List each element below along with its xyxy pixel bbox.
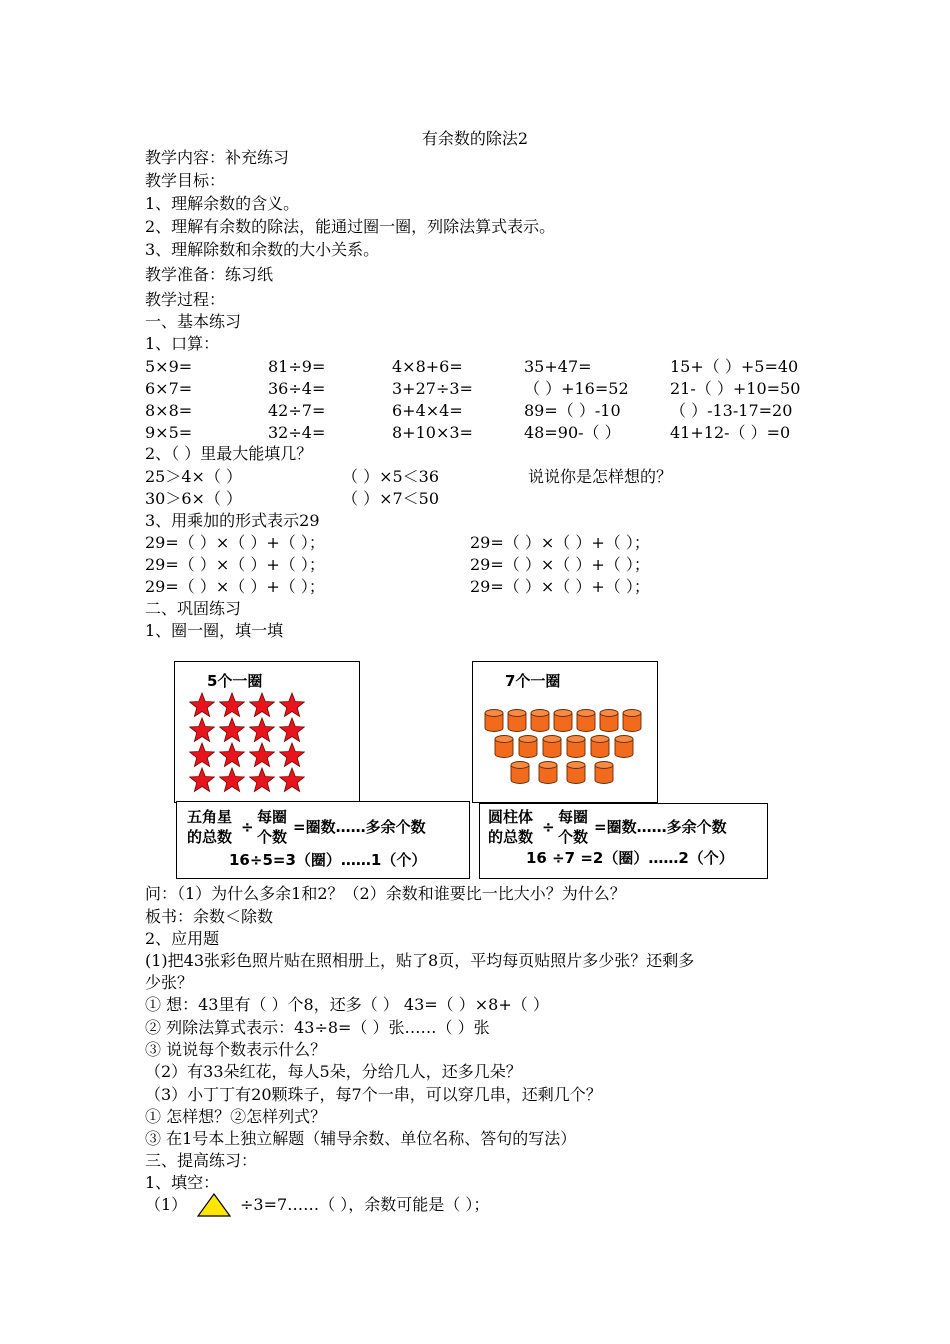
star-icon (189, 742, 215, 768)
goal-3: 3、理解除数和余数的大小关系。 (145, 240, 380, 259)
max-fill-item: 25＞4×（ ） (145, 467, 243, 486)
stars-formula-box (176, 801, 470, 879)
mul-add-item: 29=（ ）×（ ）+（ ）； (470, 577, 650, 596)
mul-add-item: 29=（ ）×（ ）+（ ）； (145, 555, 325, 574)
stars-box (174, 661, 360, 803)
oral-calc-item: 36÷4= (268, 379, 326, 398)
mul-add-item: 29=（ ）×（ ）+（ ）； (470, 533, 650, 552)
teaching-goals-heading: 教学目标： (145, 171, 226, 190)
oral-calc-item: 42÷7= (268, 401, 326, 420)
question-mul-add: 3、用乘加的形式表示29 (145, 511, 320, 530)
goal-1: 1、理解余数的含义。 (145, 194, 300, 213)
cylinders-formula-per-b: 个数 (558, 828, 589, 846)
cylinder-icon (593, 760, 615, 786)
cylinder-icon (565, 760, 587, 786)
star-icon (189, 692, 215, 718)
cylinder-icon (552, 708, 574, 734)
cylinder-icon (517, 734, 539, 760)
oral-calc-item: 6+4×4= (392, 401, 463, 420)
cylinder-icon (509, 760, 531, 786)
step-4: ① 怎样想？②怎样列式？ (145, 1107, 327, 1126)
star-icon (189, 717, 215, 743)
oral-calc-item: （ ）+16=52 (524, 379, 629, 398)
last-question-body: ÷3=7……（ ），余数可能是（ ）； (240, 1195, 490, 1214)
oral-calc-item: 8×8= (145, 401, 193, 420)
mul-add-item: 29=（ ）×（ ）+（ ）； (470, 555, 650, 574)
oral-calc-item: 21-（ ）+10=50 (670, 379, 801, 398)
oral-calc-item: 9×5= (145, 423, 193, 442)
stars-equation: 16÷5=3（圈）……1（个） (229, 851, 427, 869)
stars-formula-result: =圈数……多余个数 (293, 818, 426, 836)
cylinder-icon (537, 760, 559, 786)
cylinders-formula-total-a: 圆柱体 (488, 808, 534, 826)
problem-2: （2）有33朵红花，每人5朵，分给几人，还多几朵？ (145, 1062, 522, 1081)
max-fill-item: （ ）×5＜36 (342, 467, 440, 486)
step-2: ② 列除法算式表示：43÷8=（ ）张……（ ）张 (145, 1018, 490, 1037)
problem-1-a: (1)把43张彩色照片贴在照相册上，贴了8页，平均每页贴照片多少张？还剩多 (145, 951, 695, 970)
step-3: ③ 说说每个数表示什么？ (145, 1040, 327, 1059)
circle-fill-heading: 1、圈一圈，填一填 (145, 621, 284, 640)
cylinder-icon (493, 734, 515, 760)
cylinder-icon (598, 708, 620, 734)
stars-formula-total-b: 的总数 (187, 828, 233, 846)
cylinder-icon (541, 734, 563, 760)
cylinder-icon (575, 708, 597, 734)
cylinders-formula-box (479, 803, 768, 879)
oral-calc-item: 15+（ ）+5=40 (670, 357, 799, 376)
oral-calc-item: 4×8+6= (392, 357, 463, 376)
stars-formula-per-a: 每圈 (257, 808, 288, 826)
triangle-icon (196, 1192, 232, 1218)
cylinder-icon (506, 708, 528, 734)
cylinders-equation: 16 ÷7 =2（圈）……2（个） (526, 849, 734, 867)
star-icon (219, 692, 245, 718)
oral-calc-item: 32÷4= (268, 423, 326, 442)
star-icon (249, 742, 275, 768)
cylinders-box-label: 7个一圈 (505, 672, 561, 690)
star-icon (189, 767, 215, 793)
star-icon (219, 717, 245, 743)
cylinders-formula-divide: ÷ (542, 818, 555, 836)
cylinder-icon (565, 734, 587, 760)
star-icon (279, 767, 305, 793)
star-icon (249, 692, 275, 718)
oral-calc-item: 6×7= (145, 379, 193, 398)
oral-calc-item: 3+27÷3= (392, 379, 473, 398)
star-icon (279, 742, 305, 768)
stars-formula-per-b: 个数 (257, 828, 288, 846)
last-question-prefix: （1） (145, 1195, 188, 1214)
page-title: 有余数的除法2 (421, 129, 529, 148)
problem-1-b: 少张？ (145, 973, 194, 992)
section-basic-practice: 一、基本练习 (145, 312, 242, 331)
max-fill-item: 说说你是怎样想的？ (528, 467, 673, 486)
cylinder-icon (529, 708, 551, 734)
max-fill-item: （ ）×7＜50 (342, 489, 440, 508)
oral-calc-item: 48=90-（ ） (524, 423, 621, 442)
star-icon (279, 717, 305, 743)
oral-calc-item: 35+47= (524, 357, 592, 376)
cylinders-formula-per-a: 每圈 (558, 808, 589, 826)
problem-3: （3）小丁丁有20颗珠子，每7个一串，可以穿几串，还剩几个？ (145, 1085, 602, 1104)
cylinder-icon (483, 708, 505, 734)
cylinder-icon (589, 734, 611, 760)
board-note: 板书：余数＜除数 (145, 907, 274, 926)
oral-calc-item: 89=（ ）-10 (524, 401, 621, 420)
cylinders-formula-result: =圈数……多余个数 (594, 818, 727, 836)
oral-calc-item: 41+12-（ ）=0 (670, 423, 791, 442)
star-icon (279, 692, 305, 718)
star-icon (249, 717, 275, 743)
section-consolidation: 二、巩固练习 (145, 599, 242, 618)
oral-calc-item: （ ）-13-17=20 (670, 401, 793, 420)
step-1: ① 想：43里有（ ）个8，还多（ ） 43=（ ）×8+（ ） (145, 995, 549, 1014)
applied-heading: 2、应用题 (145, 929, 220, 948)
stars-formula-divide: ÷ (241, 818, 254, 836)
star-icon (219, 767, 245, 793)
cylinders-box (472, 661, 658, 803)
step-5: ③ 在1号本上独立解题（辅导余数、单位名称、答句的写法） (145, 1129, 577, 1148)
fill-heading: 1、填空： (145, 1173, 220, 1192)
stars-box-label: 5个一圈 (207, 672, 263, 690)
question-why: 问：（1）为什么多余1和2？（2）余数和谁要比一比大小？为什么？ (145, 884, 626, 903)
star-icon (219, 742, 245, 768)
goal-2: 2、理解有余数的除法，能通过圈一圈，列除法算式表示。 (145, 217, 556, 236)
teaching-content: 教学内容：补充练习 (145, 148, 290, 167)
cylinder-icon (621, 708, 643, 734)
stars-formula-total-a: 五角星 (187, 808, 233, 826)
oral-calc-heading: 1、口算： (145, 334, 220, 353)
cylinders-formula-total-b: 的总数 (488, 828, 534, 846)
oral-calc-item: 8+10×3= (392, 423, 473, 442)
question-max-fill: 2、（ ）里最大能填几？ (145, 444, 313, 463)
section-advanced: 三、提高练习： (145, 1151, 258, 1170)
cylinder-icon (613, 734, 635, 760)
mul-add-item: 29=（ ）×（ ）+（ ）； (145, 577, 325, 596)
oral-calc-item: 5×9= (145, 357, 193, 376)
teaching-prep: 教学准备：练习纸 (145, 265, 274, 284)
oral-calc-item: 81÷9= (268, 357, 326, 376)
max-fill-item: 30＞6×（ ） (145, 489, 243, 508)
mul-add-item: 29=（ ）×（ ）+（ ）； (145, 533, 325, 552)
star-icon (249, 767, 275, 793)
teaching-process: 教学过程： (145, 290, 226, 309)
